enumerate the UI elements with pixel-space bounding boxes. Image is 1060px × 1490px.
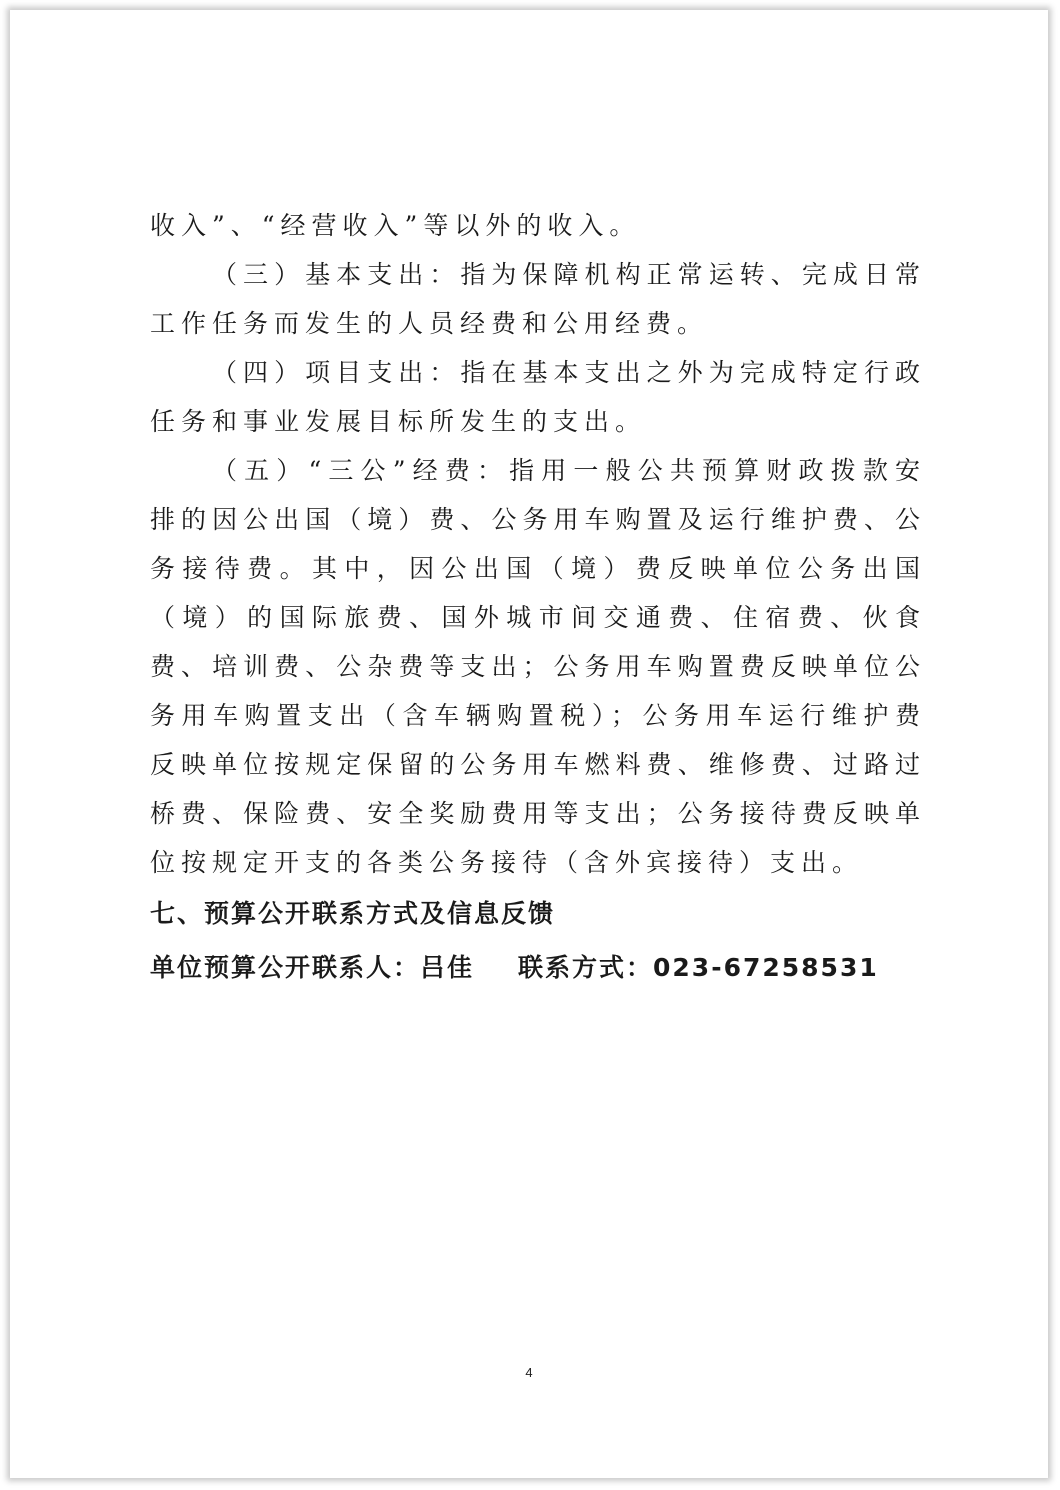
paragraph-basic-expenditure: （三）基本支出：指为保障机构正常运转、完成日常工作任务而发生的人员经费和公用经费。	[150, 260, 926, 338]
page-number: 4	[525, 1365, 533, 1380]
document-body	[150, 201, 926, 995]
contact-method: 联系方式：023-67258531	[518, 953, 879, 982]
section-heading: 七、预算公开联系方式及信息反馈	[150, 899, 556, 928]
contact-person: 单位预算公开联系人：吕佳	[150, 953, 475, 982]
document-page	[10, 10, 1048, 1478]
contact-line	[150, 941, 926, 995]
paragraph-three-public-funds: （五）“三公”经费：指用一般公共预算财政拨款安排的因公出国（境）费、公务用车购置及运行维护费、公务接待费。其中，因公出国（境）费反映单位公务出国（境）的国际旅费、国外城市间交通费、住宿费、伙食费、培训费、公杂费等支出；公务用车购置费反映单位公务用车购置支出（含车辆购置税）；公务用车运行维护费反映单位按规定保留的公务用车燃料费、维修费、过路过桥费、保险费、安全奖励费用等支出；公务接待费反映单位按规定开支的各类公务接待（含外宾接待）支出。	[150, 456, 926, 877]
paragraph-project-expenditure: （四）项目支出：指在基本支出之外为完成特定行政任务和事业发展目标所发生的支出。	[150, 358, 926, 436]
paragraph-income-continuation: 收入”、“经营收入”等以外的收入。	[150, 211, 641, 240]
